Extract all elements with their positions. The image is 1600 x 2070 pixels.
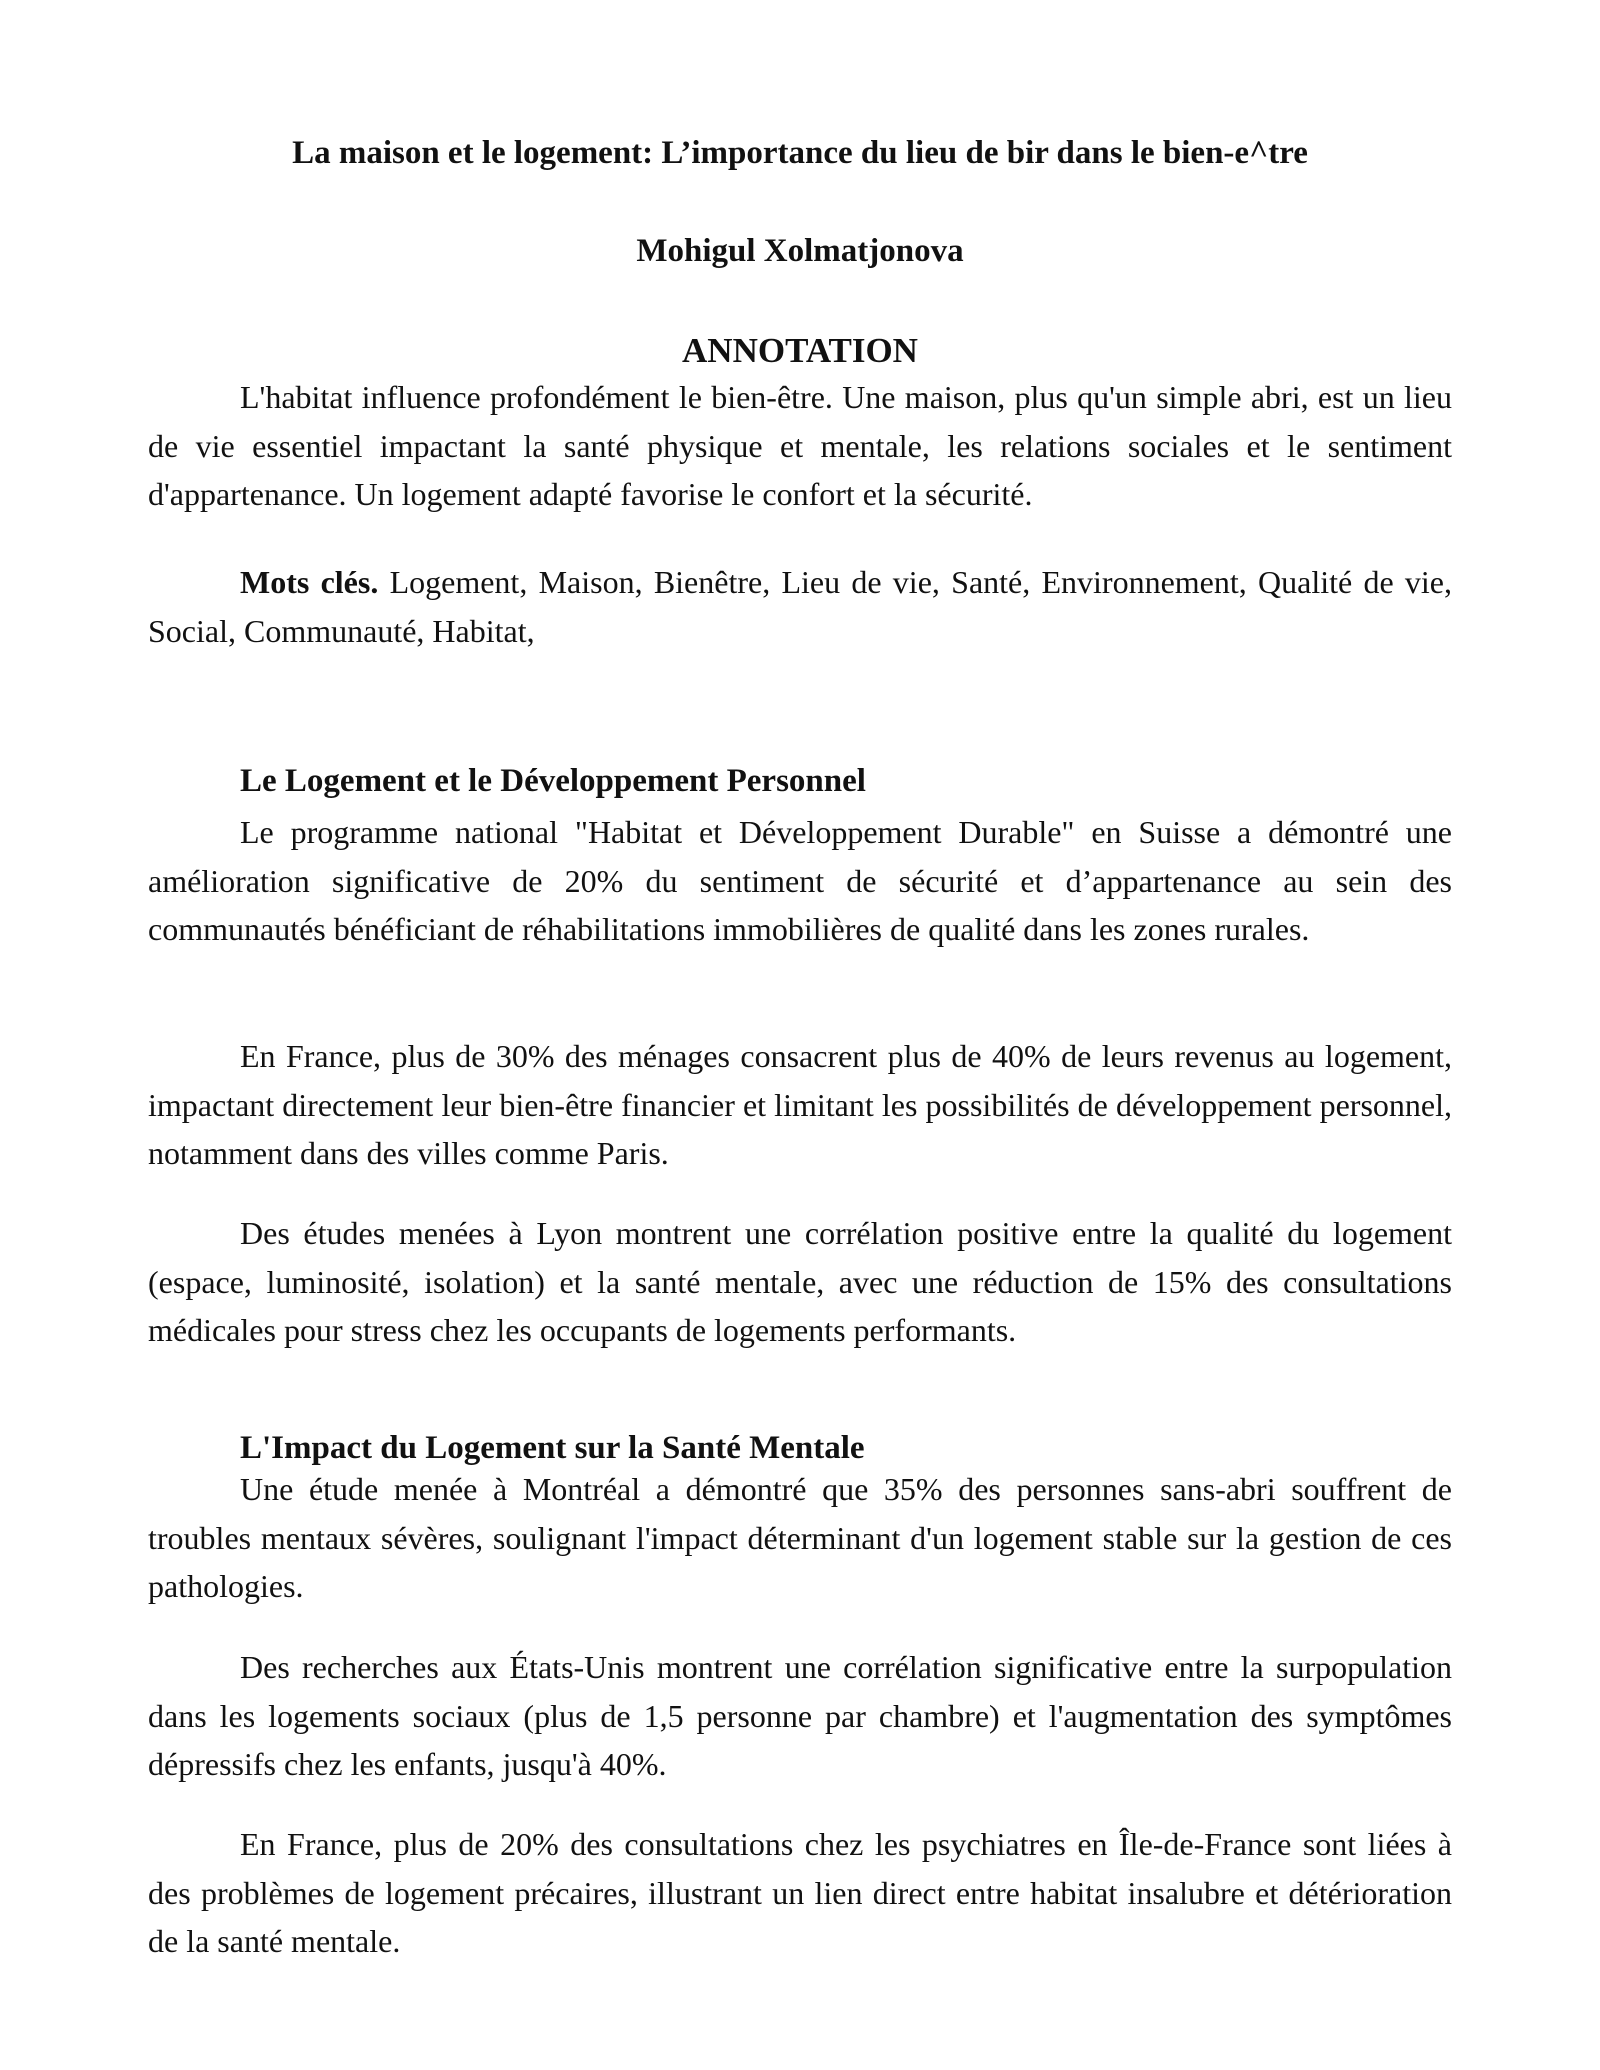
body-paragraph: En France, plus de 30% des ménages consacrent plus de 40% de leurs revenus au logement, impactant directement leur bien-être financier et limitant les possibilités de développement personnel, notamment dans des villes comme Paris. [148, 1038, 1452, 1171]
body-paragraph: Des recherches aux États-Unis montrent une corrélation significative entre la surpopulation dans les logements sociaux (plus de 1,5 personne par chambre) et l'augmentation des symptômes dépressifs chez les enfants, jusqu'à 40%. [148, 1649, 1452, 1782]
body-paragraph: Des études menées à Lyon montrent une corrélation positive entre la qualité du logement (espace, luminosité, isolation) et la santé mentale, avec une réduction de 15% des consultations médicales pour stress chez les occupants de logements performants. [148, 1215, 1452, 1348]
keywords-label: Mots clés. [240, 564, 379, 600]
section-heading: Le Logement et le Développement Personnel [240, 763, 866, 799]
section-heading: L'Impact du Logement sur la Santé Mentale [240, 1430, 865, 1466]
keywords-paragraph [148, 558, 1452, 655]
annotation-heading: ANNOTATION [682, 331, 918, 370]
body-paragraph: Une étude menée à Montréal a démontré que 35% des personnes sans-abri souffrent de troubles mentaux sévères, soulignant l'impact déterminant d'un logement stable sur la gestion de ces pathologies. [148, 1471, 1452, 1604]
document-title: La maison et le logement: L’importance du lieu de bir dans le bien-e^tre [292, 135, 1308, 171]
keywords-list: Logement, Maison, Bienêtre, Lieu de vie, Santé, Environnement, Qualité de vie, Social, Communauté, Habitat, [148, 564, 1453, 649]
body-paragraph: En France, plus de 20% des consultations chez les psychiatres en Île-de-France sont liées à des problèmes de logement précaires, illustrant un lien direct entre habitat insalubre et détérioration de la santé mentale. [148, 1826, 1452, 1959]
author-name: Mohigul Xolmatjonova [636, 233, 964, 269]
annotation-paragraph: L'habitat influence profondément le bien-être. Une maison, plus qu'un simple abri, est un lieu de vie essentiel impactant la santé physique et mentale, les relations sociales et le sentiment d'appartenance. Un logement adapté favorise le confort et la sécurité. [148, 379, 1452, 512]
body-paragraph: Le programme national "Habitat et Développement Durable" en Suisse a démontré une amélioration significative de 20% du sentiment de sécurité et d’appartenance au sein des communautés bénéficiant de réhabilitations immobilières de qualité dans les zones rurales. [148, 814, 1452, 947]
